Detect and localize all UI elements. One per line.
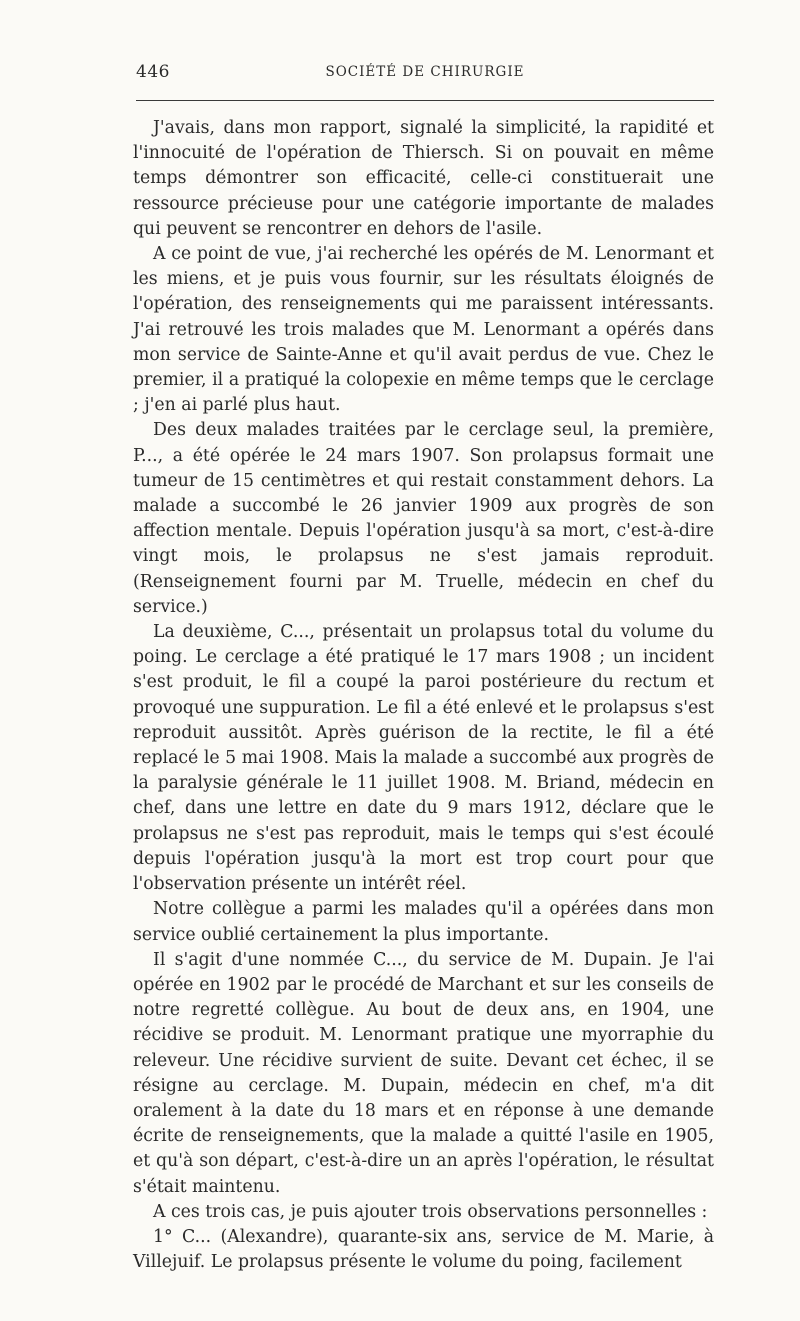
body-text bbox=[133, 116, 714, 1275]
running-head: SOCIÉTÉ DE CHIRURGIE bbox=[325, 64, 525, 80]
paragraph: La deuxième, C..., présentait un prolapsus total du volume du poing. Le cerclage a été pratiqué le 17 mars 1908 ; un incident s'est produit, le fil a coupé la paroi postérieure du rectum et provoqué une suppuration. Le fil a été enlevé et le prolapsus s'est reproduit aussitôt. Après guérison de la rectite, le fil a été replacé le 5 mai 1908. Mais la malade a succombé aux progrès de la paralysie générale le 11 juillet 1908. M. Briand, médecin en chef, dans une lettre en date du 9 mars 1912, déclare que le prolapsus ne s'est pas reproduit, mais le temps qui s'est écoulé depuis l'opération jusqu'à la mort est trop court pour que l'observation présente un intérêt réel. bbox=[133, 622, 714, 895]
paragraph: A ces trois cas, je puis ajouter trois observations personnelles : bbox=[153, 1201, 708, 1222]
paragraph: Des deux malades traitées par le cerclage seul, la première, P..., a été opérée le 24 mars 1907. Son prolapsus formait une tumeur de 15 centimètres et qui restait constamment dehors. La malade a succombé le 26 janvier 1909 aux progrès de son affection mentale. Depuis l'opération jusqu'à sa mort, c'est-à-dire vingt mois, le prolapsus ne s'est jamais reproduit. (Renseignement fourni par M. Truelle, médecin en chef du service.) bbox=[133, 420, 714, 617]
page-number: 446 bbox=[136, 62, 170, 82]
paragraph: Il s'agit d'une nommée C..., du service de M. Dupain. Je l'ai opérée en 1902 par le procédé de Marchant et sur les conseils de notre regretté collègue. Au bout de deux ans, en 1904, une récidive se produit. M. Lenormant pratique une myorraphie du releveur. Une récidive survient de suite. Devant cet échec, il se résigne au cerclage. M. Dupain, médecin en chef, m'a dit oralement à la date du 18 mars et en réponse à une demande écrite de renseignements, que la malade a quitté l'asile en 1905, et qu'à son départ, c'est-à-dire un an après l'opération, le résultat s'était maintenu. bbox=[133, 949, 714, 1197]
paragraph: A ce point de vue, j'ai recherché les opérés de M. Lenormant et les miens, et je puis vous fournir, sur les résultats éloignés de l'opération, des renseignements qui me paraissent intéressants. J'ai retrouvé les trois malades que M. Lenormant a opérés dans mon service de Sainte-Anne et qu'il avait perdus de vue. Chez le premier, il a pratiqué la colopexie en même temps que le cerclage ; j'en ai parlé plus haut. bbox=[133, 244, 714, 416]
paragraph: Notre collègue a parmi les malades qu'il a opérées dans mon service oublié certainement la plus importante. bbox=[133, 899, 714, 945]
page-header bbox=[136, 62, 714, 86]
paragraph: J'avais, dans mon rapport, signalé la simplicité, la rapidité et l'innocuité de l'opération de Thiersch. Si on pouvait en même temps démontrer son efficacité, celle-ci constituerait une ressource précieuse pour une catégorie importante de malades qui peuvent se rencontrer en dehors de l'asile. bbox=[133, 118, 714, 239]
header-rule bbox=[136, 100, 714, 101]
paragraph: 1° C... (Alexandre), quarante-six ans, service de M. Marie, à Villejuif. Le prolapsus présente le volume du poing, facilement bbox=[133, 1226, 714, 1273]
